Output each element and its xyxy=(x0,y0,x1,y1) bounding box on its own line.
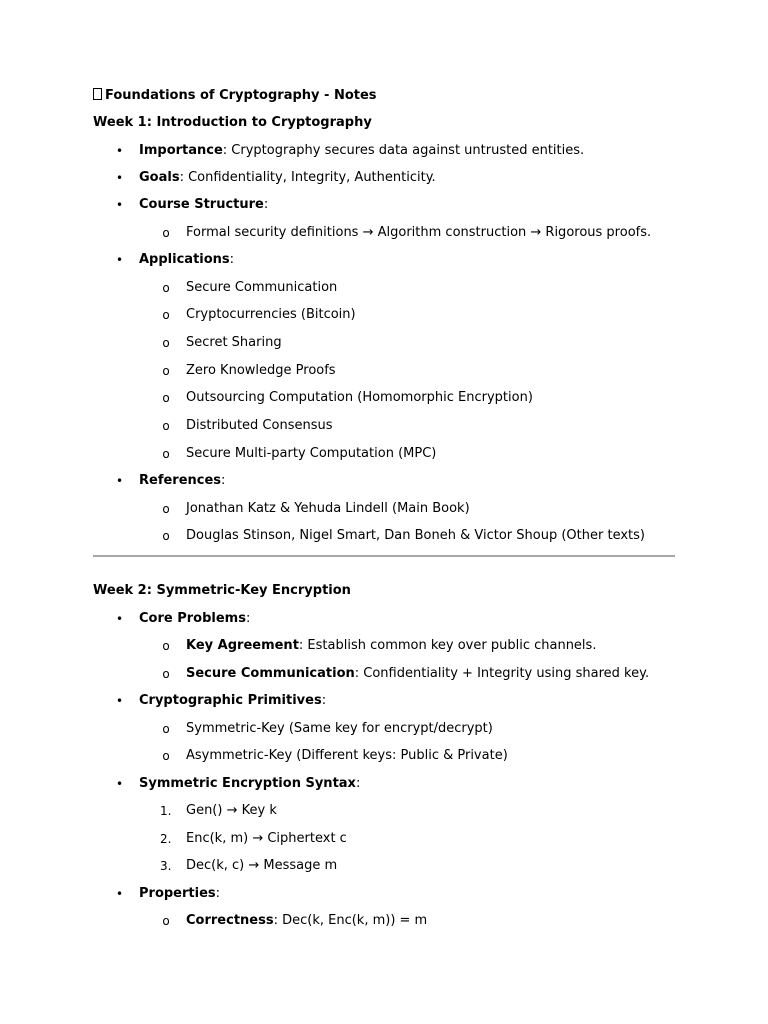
week1-applications xyxy=(139,252,234,268)
sub-bullet-marker: o xyxy=(162,447,170,461)
week2-heading: Week 2: Symmetric-Key Encryption xyxy=(93,583,351,598)
week2-properties xyxy=(139,886,220,902)
week1-goals xyxy=(139,170,436,186)
property-item-label: Correctness xyxy=(186,913,274,928)
sub-bullet-marker: o xyxy=(162,419,170,433)
bullet-marker: • xyxy=(116,474,124,488)
week2-syntax xyxy=(139,776,360,792)
sub-bullet-marker: o xyxy=(162,226,170,240)
syntax-colon: : xyxy=(355,776,361,791)
week1-heading: Week 1: Introduction to Cryptography xyxy=(93,115,372,130)
week2-core-problems xyxy=(139,611,250,627)
application-item: Cryptocurrencies (Bitcoin) xyxy=(186,307,356,322)
sub-bullet-marker: o xyxy=(162,308,170,322)
syntax-label: Symmetric Encryption Syntax xyxy=(139,776,356,791)
reference-item: Douglas Stinson, Nigel Smart, Dan Boneh & Victor Shoup (Other texts) xyxy=(186,528,645,543)
sub-bullet-marker: o xyxy=(162,281,170,295)
sub-bullet-marker: o xyxy=(162,749,170,763)
structure-colon: : xyxy=(263,197,269,212)
bullet-marker: • xyxy=(116,171,124,185)
sub-bullet-marker: o xyxy=(162,914,170,928)
primitives-colon: : xyxy=(321,693,327,708)
application-item: Zero Knowledge Proofs xyxy=(186,363,336,378)
bullet-marker: • xyxy=(116,777,124,791)
sub-bullet-marker: o xyxy=(162,529,170,543)
sub-bullet-marker: o xyxy=(162,336,170,350)
properties-label: Properties xyxy=(139,886,216,901)
application-item: Secure Multi-party Computation (MPC) xyxy=(186,446,437,461)
section-divider xyxy=(93,555,675,557)
syntax-item: Enc(k, m) → Ciphertext c xyxy=(186,831,347,846)
week1-references xyxy=(139,473,225,489)
core-item xyxy=(186,666,649,682)
primitive-item: Asymmetric-Key (Different keys: Public & Private) xyxy=(186,748,508,763)
application-item: Distributed Consensus xyxy=(186,418,333,433)
core-item-label: Key Agreement xyxy=(186,638,299,653)
primitive-item: Symmetric-Key (Same key for encrypt/decrypt) xyxy=(186,721,493,736)
primitives-label: Cryptographic Primitives xyxy=(139,693,322,708)
importance-text: : Cryptography secures data against untrusted entities. xyxy=(222,143,585,158)
sub-bullet-marker: o xyxy=(162,502,170,516)
week2-primitives xyxy=(139,693,326,709)
list-number: 2. xyxy=(160,832,172,846)
references-label: References xyxy=(139,473,222,488)
applications-colon: : xyxy=(229,252,235,267)
core-item xyxy=(186,638,596,654)
list-number: 1. xyxy=(160,804,172,818)
syntax-item: Dec(k, c) → Message m xyxy=(186,858,338,873)
document-icon xyxy=(93,88,102,100)
syntax-item: Gen() → Key k xyxy=(186,803,277,818)
title-text: Foundations of Cryptography - Notes xyxy=(105,88,377,103)
sub-bullet-marker: o xyxy=(162,667,170,681)
applications-label: Applications xyxy=(139,252,230,267)
goals-label: Goals xyxy=(139,170,180,185)
bullet-marker: • xyxy=(116,887,124,901)
sub-bullet-marker: o xyxy=(162,722,170,736)
structure-item: Formal security definitions → Algorithm construction → Rigorous proofs. xyxy=(186,225,652,240)
list-number: 3. xyxy=(160,859,172,873)
property-item xyxy=(186,913,427,929)
core-item-label: Secure Communication xyxy=(186,666,355,681)
references-colon: : xyxy=(221,473,226,488)
bullet-marker: • xyxy=(116,612,124,626)
bullet-marker: • xyxy=(116,198,124,212)
application-item: Secure Communication xyxy=(186,280,338,295)
goals-text: : Confidentiality, Integrity, Authenticity. xyxy=(179,170,436,185)
sub-bullet-marker: o xyxy=(162,391,170,405)
sub-bullet-marker: o xyxy=(162,639,170,653)
core-item-text: : Establish common key over public channels. xyxy=(298,638,597,653)
document-title xyxy=(93,88,377,104)
reference-item: Jonathan Katz & Yehuda Lindell (Main Book) xyxy=(186,501,470,516)
sub-bullet-marker: o xyxy=(162,364,170,378)
application-item: Outsourcing Computation (Homomorphic Encryption) xyxy=(186,390,533,405)
week1-importance xyxy=(139,143,584,159)
core-colon: : xyxy=(245,611,251,626)
week1-structure xyxy=(139,197,268,213)
bullet-marker: • xyxy=(116,144,124,158)
bullet-marker: • xyxy=(116,253,124,267)
importance-label: Importance xyxy=(139,143,223,158)
bullet-marker: • xyxy=(116,694,124,708)
structure-label: Course Structure xyxy=(139,197,264,212)
core-item-text: : Confidentiality + Integrity using shared key. xyxy=(354,666,650,681)
core-label: Core Problems xyxy=(139,611,246,626)
property-item-text: : Dec(k, Enc(k, m)) = m xyxy=(273,913,428,928)
properties-colon: : xyxy=(215,886,221,901)
application-item: Secret Sharing xyxy=(186,335,282,350)
